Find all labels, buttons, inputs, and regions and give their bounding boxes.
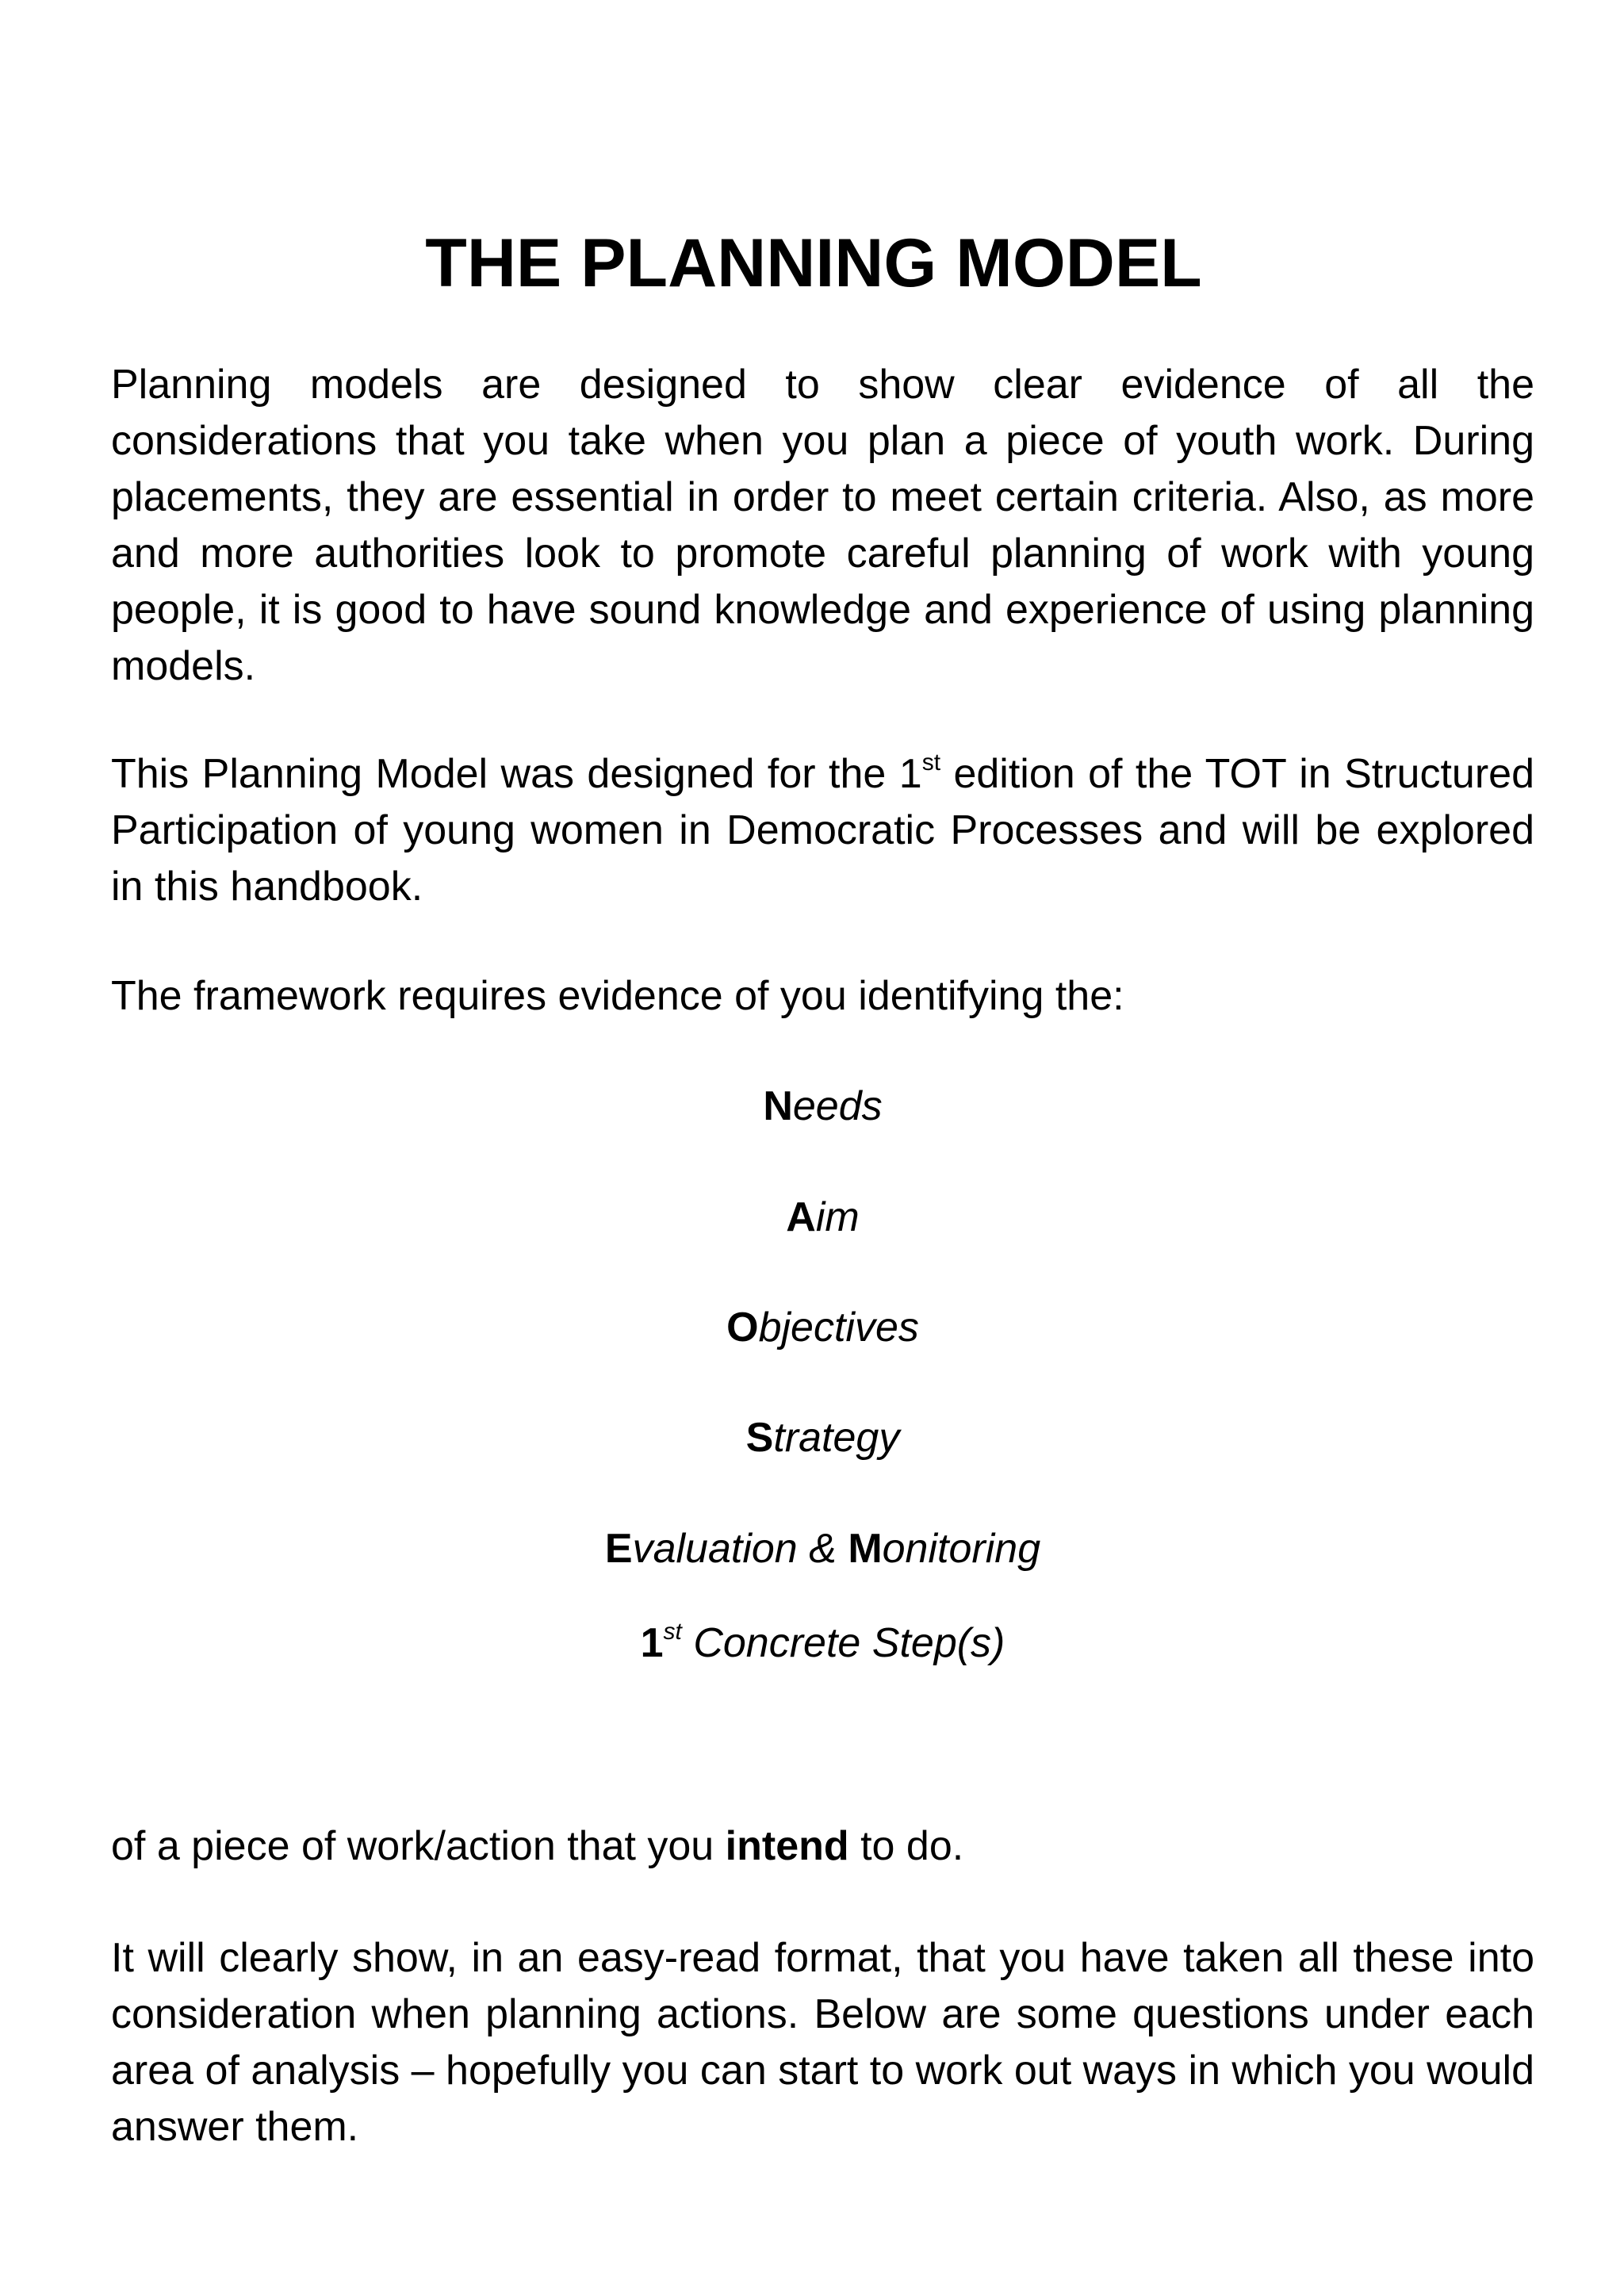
origin-text-end: edition of the TOT in Structured Participation of young women in Democratic Processes and will be explored in this handbook. xyxy=(111,751,1534,910)
term-initial: A xyxy=(786,1194,816,1240)
intro-paragraph: Planning models are designed to show clear evidence of all the considerations that you take when you plan a piece of youth work. During placements, they are essential in order to meet certain criteria. Also, as more and more authorities look to promote careful planning of work with young people, it is good to have sound knowledge and experience of using planning models. xyxy=(111,362,1534,689)
term-aim xyxy=(111,1190,1534,1246)
term-initial: 1 xyxy=(640,1620,664,1666)
origin-text-start: This Planning Model was designed for the 1 xyxy=(111,751,922,797)
term-rest: onitoring xyxy=(882,1526,1041,1572)
intent-paragraph xyxy=(111,1818,1534,1875)
term-initial: O xyxy=(726,1305,759,1351)
framework-paragraph: The framework requires evidence of you identifying the: xyxy=(111,973,1124,1019)
term-rest: bjectives xyxy=(758,1305,919,1351)
term-initial: M xyxy=(848,1526,883,1572)
term-concrete-steps xyxy=(111,1615,1534,1672)
ordinal-suffix-text: st xyxy=(663,1619,682,1645)
intent-text-end: to do. xyxy=(848,1823,964,1869)
term-initial: S xyxy=(745,1415,774,1461)
closing-paragraph: It will clearly show, in an easy-read format, that you have taken all these into consideration when planning actions. Below are some questions under each area of analysis – hopefully you can start to work out ways in which you would answer them. xyxy=(111,1935,1534,2150)
term-rest: trategy xyxy=(773,1415,900,1461)
term-needs xyxy=(111,1079,1534,1135)
term-strategy xyxy=(111,1410,1534,1466)
term-rest: valuation & xyxy=(632,1526,848,1572)
ordinal-suffix xyxy=(664,1619,682,1645)
origin-paragraph xyxy=(111,746,1534,915)
term-rest: Concrete Step(s) xyxy=(681,1620,1005,1666)
term-evaluation-monitoring xyxy=(111,1521,1534,1577)
term-initial: N xyxy=(763,1083,793,1129)
term-initial: E xyxy=(604,1526,633,1572)
intent-emphasis: intend xyxy=(725,1823,849,1869)
ordinal-suffix: st xyxy=(921,749,941,776)
term-rest: im xyxy=(815,1194,860,1240)
page-title: THE PLANNING MODEL xyxy=(425,225,1202,301)
term-rest: eeds xyxy=(792,1083,883,1129)
intent-text-start: of a piece of work/action that you xyxy=(111,1823,726,1869)
term-objectives xyxy=(111,1300,1534,1356)
